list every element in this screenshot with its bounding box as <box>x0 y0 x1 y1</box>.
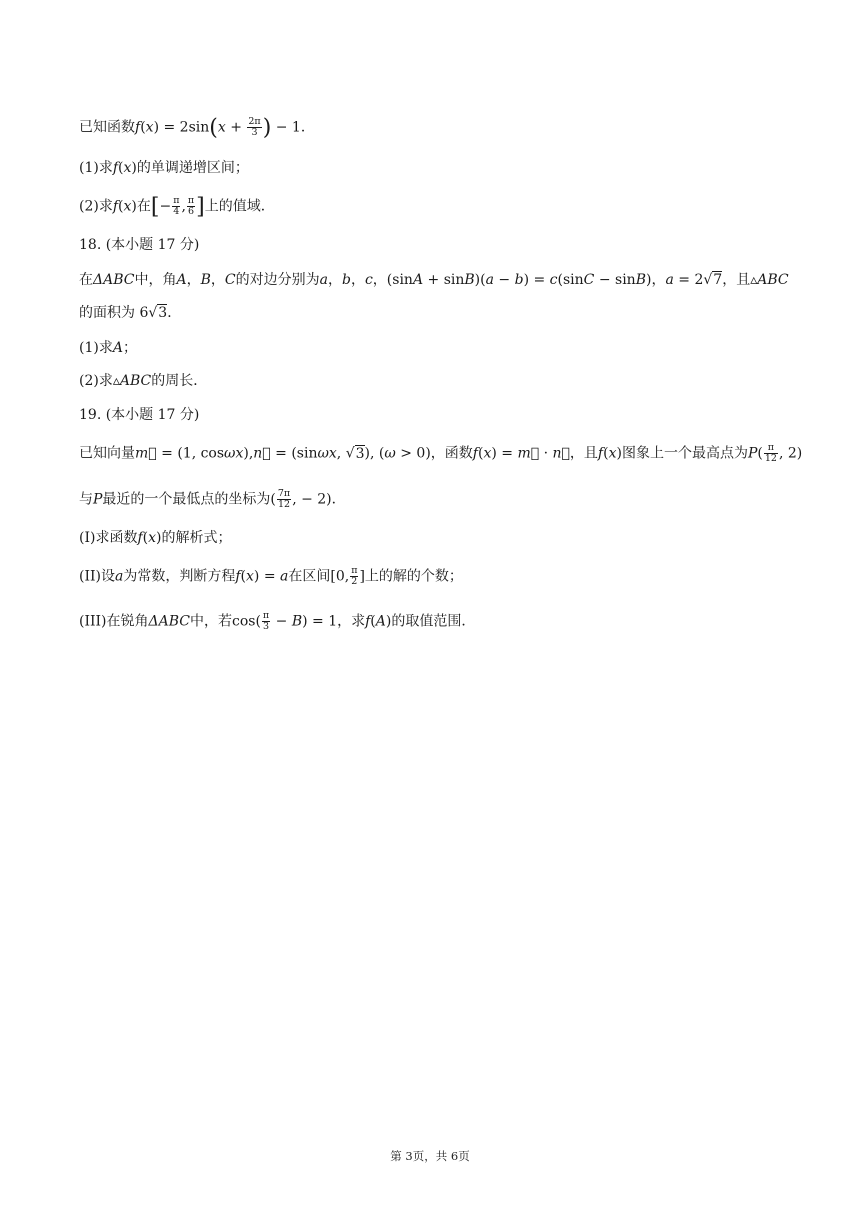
problem19-part2: (II)设a为常数，判断方程f(x) = a在区间[0, $\frac{\pi}{2}$ ]上的解的个数； <box>79 565 463 587</box>
problem19-header: 19. (本小题 17 分) <box>79 407 200 423</box>
problem18-part2: (2)求▵ABC的周长． <box>79 373 208 389</box>
problem18-statement-line1: 在ΔABC中，角A，B，C的对边分别为a，b，c，(sinA + sinB)(a − b) = c(sinC − sinB)，a = 2√7，且▵ABC <box>79 272 789 288</box>
problem17-part1: (1)求f(x)的单调递增区间； <box>79 160 249 176</box>
fraction: $\frac{\pi}{6}$ <box>187 195 195 217</box>
problem19-statement-line1: 已知向量m⃗ = (1, cosωx),n⃗ = (sinωx, √3), (ω > 0)，函数f(x) = m⃗ · n⃗，且f(x)图象上一个最高点为P( $\frac{\pi}{12}$ , 2) <box>79 442 803 464</box>
fraction: $\frac{\pi}{4}$ <box>173 195 180 217</box>
fraction: $\frac{\pi}{2}$ <box>351 565 358 587</box>
fraction: $\frac{2\pi}{3}$ <box>248 116 261 138</box>
fraction: $\frac{\pi}{3}$ <box>262 610 270 632</box>
problem17-part2: (2)求f(x)在[− $\frac{\pi}{4}$ , $\frac{\pi}{6}$ ]上的值域． <box>79 194 275 220</box>
problem18-part1: (1)求A； <box>79 340 137 356</box>
problem19-part1: (I)求函数f(x)的解析式； <box>79 530 232 546</box>
problem17-statement: 已知函数f(x) = 2sin(x + $\frac{2\pi}{3}$ ) − 1． <box>79 115 315 141</box>
fraction: $\frac{\pi}{12}$ <box>764 442 777 464</box>
problem18-header: 18. (本小题 17 分) <box>79 237 200 253</box>
problem19-part3: (III)在锐角ΔABC中，若cos( $\frac{\pi}{3}$ − B) = 1，求f(A)的取值范围． <box>79 610 476 632</box>
problem19-statement-line2: 与P最近的一个最低点的坐标为( $\frac{7\pi}{12}$ , − 2)． <box>79 488 346 510</box>
fraction: $\frac{7\pi}{12}$ <box>277 488 291 510</box>
page-footer: 第 3页，共 6页 <box>390 1149 470 1163</box>
problem18-statement-line2: 的面积为 6√3． <box>79 305 182 321</box>
